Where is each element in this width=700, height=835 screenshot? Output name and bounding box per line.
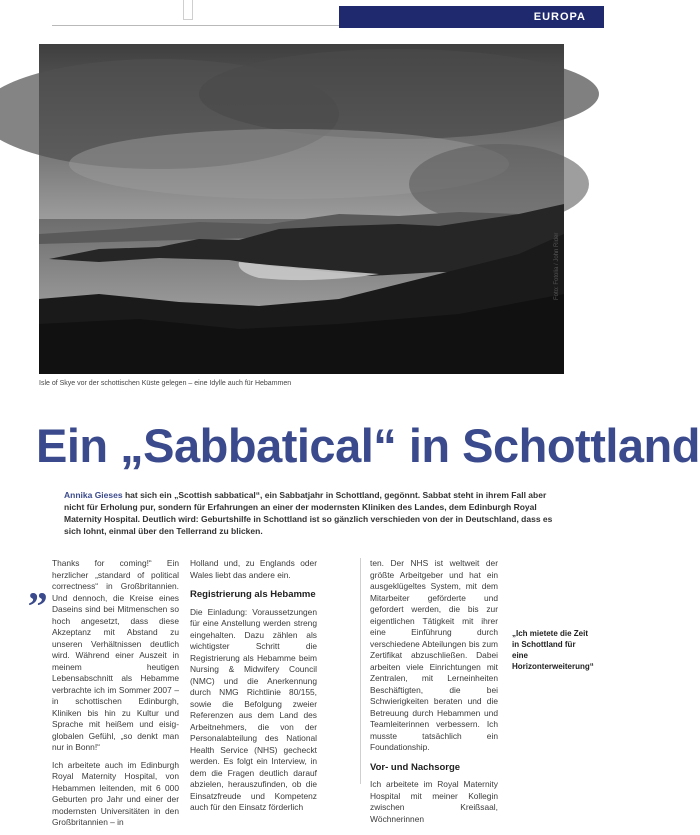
pull-quote: „Ich mietete die Zeit in Schottland für eine Horizonterweiterung“ — [512, 629, 594, 671]
column-divider — [360, 558, 361, 784]
photo-caption: Isle of Skye vor der schottischen Küste gelegen – eine Idylle auch für Hebammen — [39, 380, 292, 387]
hero-photo — [39, 44, 564, 374]
article-headline: Ein „Sabbatical“ in Schottland — [36, 419, 700, 472]
section-tag: EUROPA — [339, 6, 604, 28]
article-column-1 — [52, 558, 179, 835]
article-lead — [64, 489, 564, 537]
top-tab-marker — [183, 0, 193, 20]
article-column-2 — [190, 558, 317, 820]
drop-quote-mark: „ — [28, 563, 48, 608]
lead-author: Annika Gieses — [64, 490, 123, 500]
paragraph: Die Einladung: Voraussetzungen für eine Anstellung werden streng eingehalten. Dazu zählen als wichtigster Schritt die Registrierung als Hebamme beim Nursing & Midwifery Council (NMC) und die Anerkennung durch NMG Richtlinie 80/155, sowie die Befolgung zweier Referenzen aus dem Land des Arbeitnehmers, die von der Personalabteilung des National Health Service (NHS) gecheckt werden. Es folgt ein Interview, in dem die Fragen deutlich darauf abzielen, herauszufinden, ob die Einsatzfreude und Kompetenz auch für den Einsatz förderlich — [190, 606, 317, 812]
paragraph: Ich arbeitete auch im Edinburgh Royal Maternity Hospital, von Hebammen leitenden, mit 6 000 Geburten pro Jahr und einer der modernsten Universitäten in den Großbritannien – in — [52, 759, 179, 827]
photo-credit: Foto: Fotolia / John Rider — [554, 232, 560, 300]
article-column-3 — [370, 558, 498, 831]
top-rule — [52, 25, 339, 26]
paragraph: Thanks for coming!“ Ein herzlicher „standard of political correctness“ in Großbritannien. Und dennoch, die Kreise eines Daseins sind bei Mitmenschen so hoch angesetzt, dass diese Akzeptanz mit Abstand zu unseren Verhältnissen deutlich wird. Während einer Auszeit in meinem heutigen Lebensabschnitt als Hebamme verbrachte ich im Sommer 2007 – in schottischen Edinburgh, Kliniken bis hin zu Kultur und Sprache mit heißem und eisig-globalen Gefühl, „so denkt man nur in Bonn!“ — [52, 558, 179, 752]
lead-text: hat sich ein „Scottish sabbatical“, ein Sabbatjahr in Schottland, gegönnt. Sabbat steht in ihrem Fall aber nicht für Erholung pur, sondern für Erfahrungen an einer der modernsten Kliniken des Landes, dem Edinburgh Royal Maternity Hospital. Deutlich wird: Geburtshilfe in Schottland ist so gänzlich verschieden von der in Deutschland, dass es sich lohnt, einmal über den Tellerrand zu blicken. — [64, 490, 553, 536]
paragraph: Holland und, zu Englands oder Wales liebt das andere ein. — [190, 558, 317, 580]
subheading-vor-nachsorge: Vor- und Nachsorge — [370, 761, 461, 773]
paragraph: Ich arbeitete im Royal Maternity Hospital mit meiner Kollegin zwischen Kreißsaal, Wöchnerinnen — [370, 779, 498, 824]
paragraph: ten. Der NHS ist weltweit der größte Arbeitgeber und hat ein ausgeklügeltes System, mit dem Mitarbeiter geförderte und gefordert werden, die bis zur eigentlichen Tätigkeit mit ihrer eine Einführung durch verschiedene Abteilungen bis zum Zertifikat abzuschließen. Dabei arbeiten viele Einrichtungen mit Zentralen, mit Lerneinheiten Beschäftigten, die bei Schwierigkeiten beraten und die Betreuung durch Hebammen und Teamleiterinnen verbessern. Ich musste tatsächlich ein Foundationship. — [370, 558, 498, 752]
subheading-registrierung: Registrierung als Hebamme — [190, 589, 316, 600]
